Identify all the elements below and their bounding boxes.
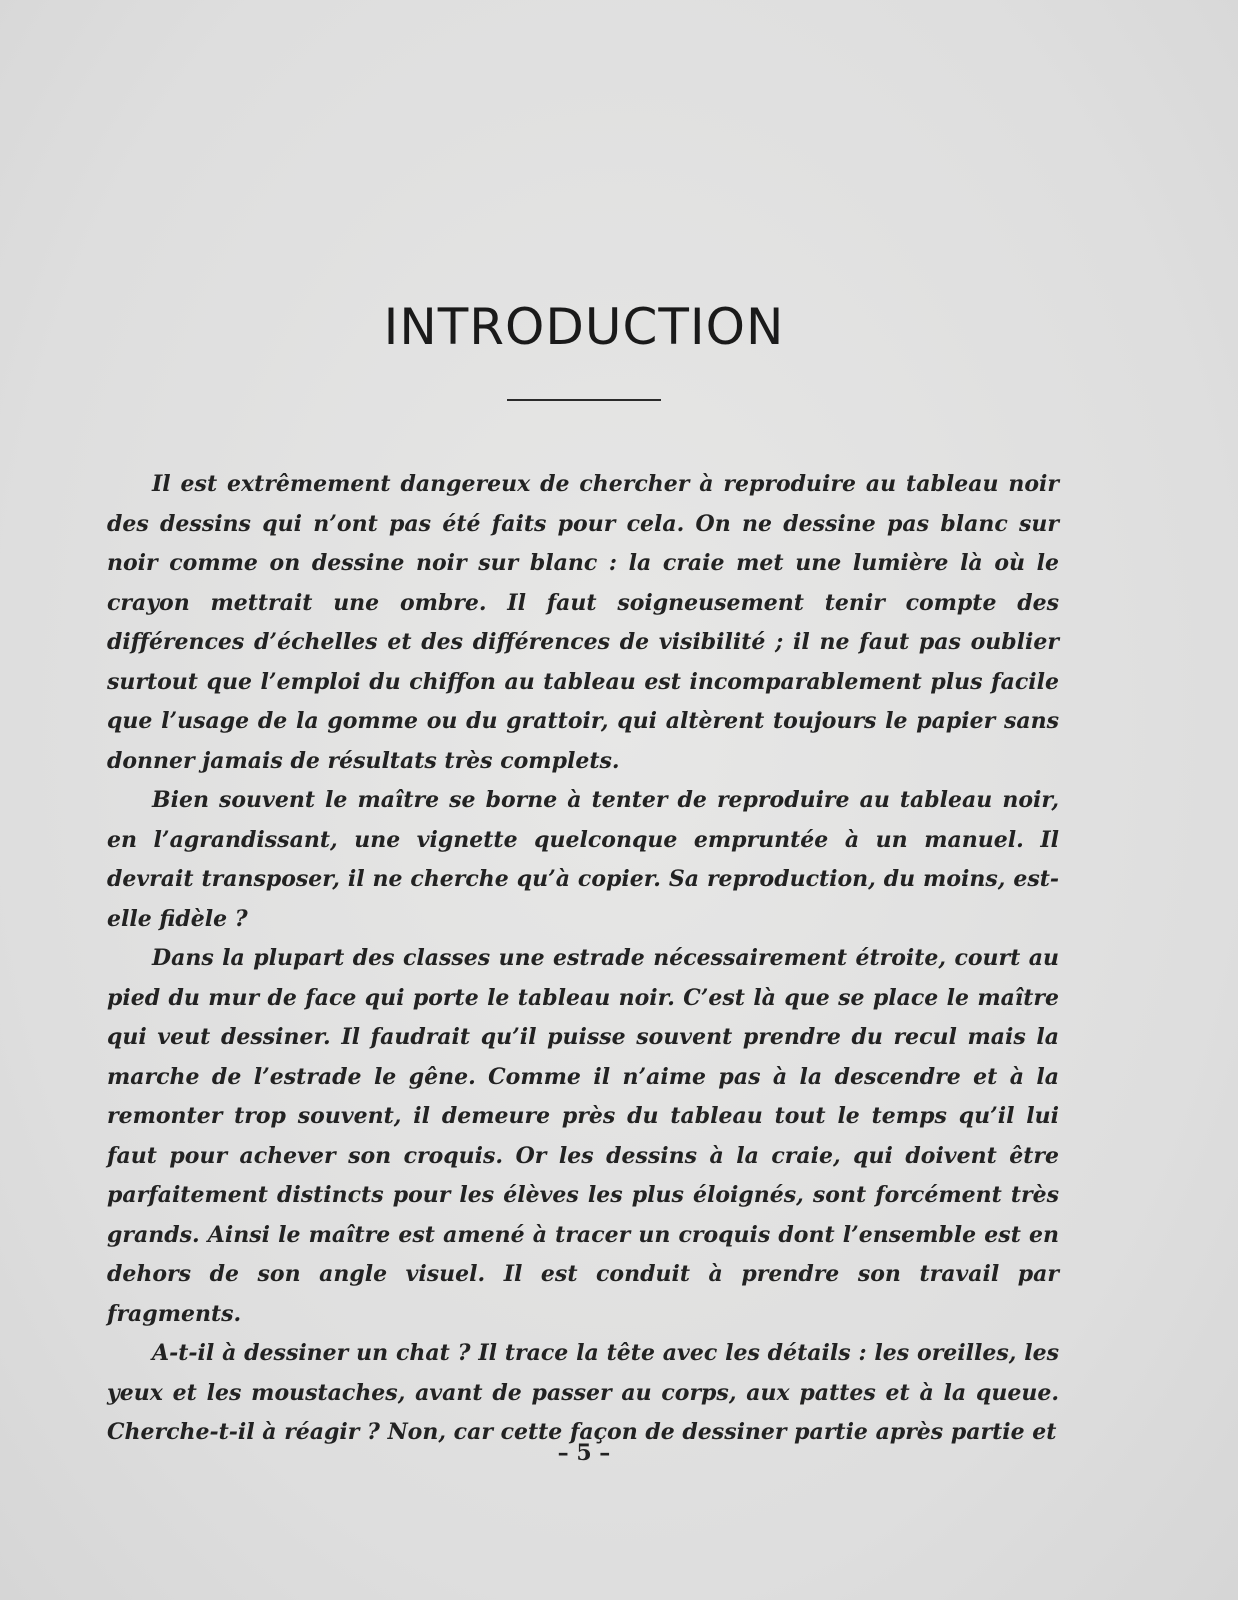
body-text bbox=[107, 465, 1059, 1453]
page-title: INTRODUCTION bbox=[383, 298, 785, 356]
title-divider bbox=[507, 399, 661, 401]
paragraph-2: Bien souvent le maître se borne à tenter de reproduire au tableau noir, en l’agrandissant, une vignette quelconque empruntée à un manuel. Il devrait transposer, il ne cherche qu’à copier. Sa reproduction, du moins, est-elle fidèle ? bbox=[107, 787, 1059, 932]
page-number: – 5 – bbox=[557, 1440, 611, 1466]
paragraph-4: A-t-il à dessiner un chat ? Il trace la tête avec les détails : les oreilles, les yeux et les moustaches, avant de passer au corps, aux pattes et à la queue. Cherche-t-il à réagir ? Non, car cette façon de dessiner partie après partie et bbox=[107, 1340, 1059, 1445]
paragraph-1: Il est extrêmement dangereux de chercher à reproduire au tableau noir des dessins qui n’ont pas été faits pour cela. On ne dessine pas blanc sur noir comme on dessine noir sur blanc : la craie met une lumière là où le crayon mettrait une ombre. Il faut soigneusement tenir compte des différences d’échelles et des différences de visibilité ; il ne faut pas oublier surtout que l’emploi du chiffon au tableau est incomparablement plus facile que l’usage de la gomme ou du grattoir, qui altèrent toujours le papier sans donner jamais de résultats très complets. bbox=[107, 471, 1059, 774]
paragraph-3: Dans la plupart des classes une estrade nécessairement étroite, court au pied du mur de face qui porte le tableau noir. C’est là que se place le maître qui veut dessiner. Il faudrait qu’il puisse souvent prendre du recul mais la marche de l’estrade le gêne. Comme il n’aime pas à la descendre et à la remonter trop souvent, il demeure près du tableau tout le temps qu’il lui faut pour achever son croquis. Or les dessins à la craie, qui doivent être parfaitement distincts pour les élèves les plus éloignés, sont forcément très grands. Ainsi le maître est amené à tracer un croquis dont l’ensemble est en dehors de son angle visuel. Il est conduit à prendre son travail par fragments. bbox=[107, 945, 1059, 1327]
